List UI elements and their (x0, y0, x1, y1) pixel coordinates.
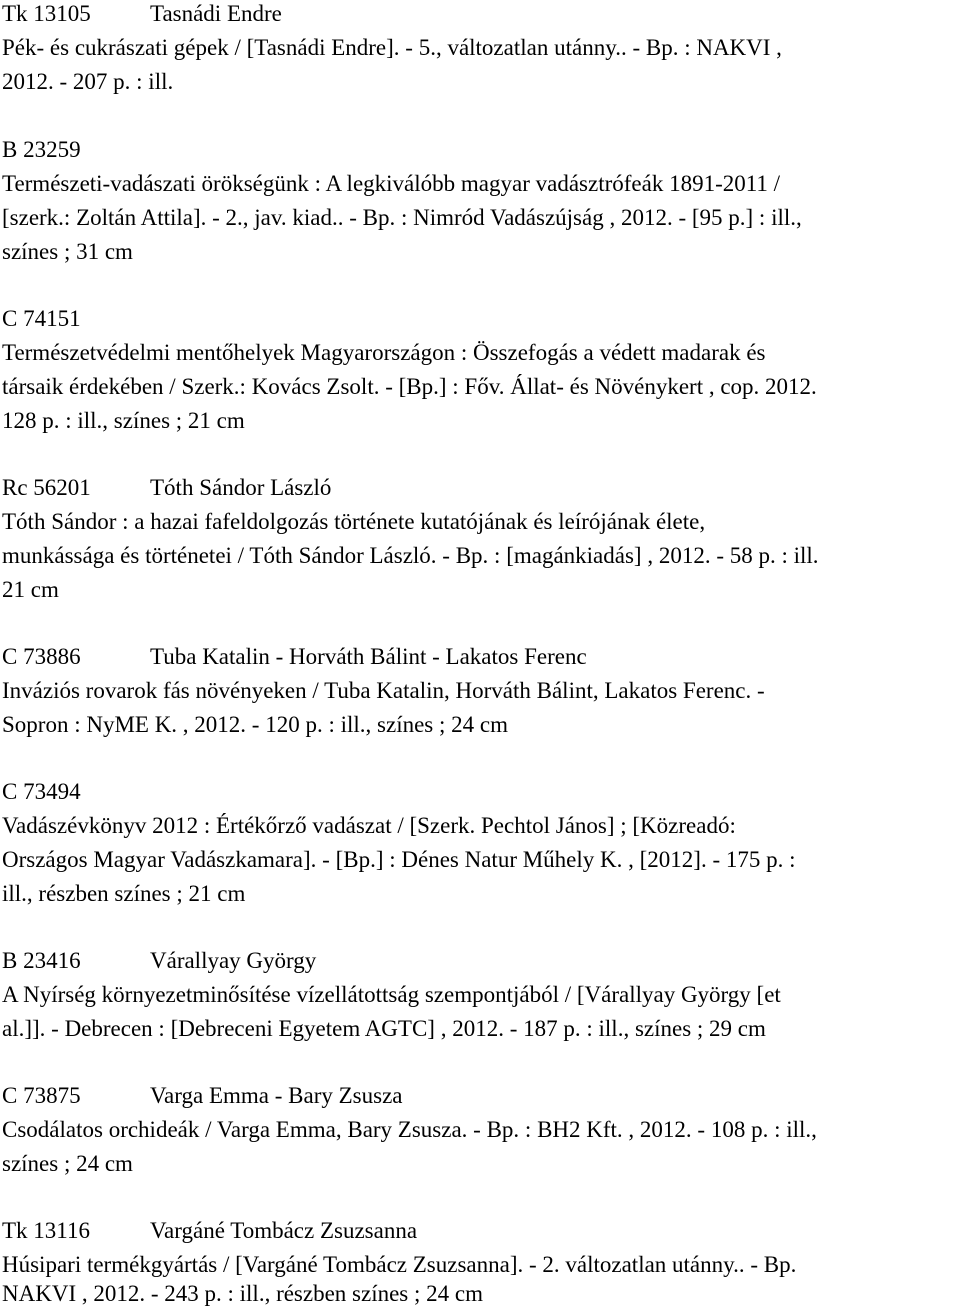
entry-line: NAKVI , 2012. - 243 p. : ill., részben színes ; 24 cm (2, 1281, 484, 1306)
entry-line: Inváziós rovarok fás növényeken / Tuba Katalin, Horváth Bálint, Lakatos Ferenc. - (2, 678, 765, 703)
entry-line: A Nyírség környezetminősítése vízellátottság szempontjából / [Várallyay György [et (2, 982, 781, 1007)
entry-author: Tuba Katalin - Horváth Bálint - Lakatos Ferenc (150, 644, 587, 669)
entry-line: 21 cm (2, 577, 59, 602)
entry-line: társaik érdekében / Szerk.: Kovács Zsolt. - [Bp.] : Főv. Állat- és Növénykert , cop. 2012. (2, 374, 817, 399)
entry-code: Tk 13105 (2, 1, 91, 26)
entry-heading (2, 947, 316, 974)
entry-line: Húsipari termékgyártás / [Vargáné Tombácz Zsuzsanna]. - 2. változatlan utánny.. - Bp. (2, 1252, 797, 1277)
entry-line: Természeti-vadászati örökségünk : A legkiválóbb magyar vadásztrófeák 1891-2011 / (2, 171, 781, 196)
entry-line: Pék- és cukrászati gépek / [Tasnádi Endre]. - 5., változatlan utánny.. - Bp. : NAKVI , (2, 35, 782, 60)
entry-line: színes ; 31 cm (2, 239, 133, 264)
entry-line: Természetvédelmi mentőhelyek Magyarországon : Összefogás a védett madarak és (2, 340, 766, 365)
entry-line: 2012. - 207 p. : ill. (2, 69, 174, 94)
entry-code: C 73886 (2, 644, 81, 669)
entry-heading (2, 0, 282, 27)
entry-line: munkássága és történetei / Tóth Sándor László. - Bp. : [magánkiadás] , 2012. - 58 p. : ill. (2, 543, 819, 568)
entry-line: Vadászévkönyv 2012 : Értékőrző vadászat / [Szerk. Pechtol János] ; [Közreadó: (2, 813, 736, 838)
entry-line: al.]]. - Debrecen : [Debreceni Egyetem AGTC] , 2012. - 187 p. : ill., színes ; 29 cm (2, 1016, 766, 1041)
entry-code: C 74151 (2, 306, 81, 331)
entry-code: B 23259 (2, 137, 81, 162)
entry-author: Vargáné Tombácz Zsuzsanna (150, 1218, 418, 1243)
entry-author: Várallyay György (150, 948, 317, 973)
entry-code: Rc 56201 (2, 475, 91, 500)
entry-line: Csodálatos orchideák / Varga Emma, Bary Zsusza. - Bp. : BH2 Kft. , 2012. - 108 p. : ill., (2, 1117, 817, 1142)
entry-code: B 23416 (2, 948, 81, 973)
entry-heading (2, 778, 150, 805)
entry-line: [szerk.: Zoltán Attila]. - 2., jav. kiad.. - Bp. : Nimród Vadászújság , 2012. - [95 p.] : ill., (2, 205, 802, 230)
entry-line: Országos Magyar Vadászkamara]. - [Bp.] : Dénes Natur Műhely K. , [2012]. - 175 p. : (2, 847, 796, 872)
entry-line: színes ; 24 cm (2, 1151, 133, 1176)
entry-heading (2, 474, 331, 501)
entry-line: Tóth Sándor : a hazai fafeldolgozás története kutatójának és leírójának élete, (2, 509, 706, 534)
entry-line: Sopron : NyME K. , 2012. - 120 p. : ill., színes ; 24 cm (2, 712, 508, 737)
entry-author: Tóth Sándor László (150, 475, 332, 500)
entry-heading (2, 1082, 403, 1109)
entry-code: C 73875 (2, 1083, 81, 1108)
entry-code: Tk 13116 (2, 1218, 90, 1243)
entry-code: C 73494 (2, 779, 81, 804)
entry-author: Varga Emma - Bary Zsusza (150, 1083, 403, 1108)
entry-author: Tasnádi Endre (150, 1, 282, 26)
entry-heading (2, 1217, 417, 1244)
entry-line: 128 p. : ill., színes ; 21 cm (2, 408, 245, 433)
entry-heading (2, 305, 150, 332)
entry-heading (2, 643, 587, 670)
entry-heading (2, 136, 150, 163)
entry-line: ill., részben színes ; 21 cm (2, 881, 246, 906)
